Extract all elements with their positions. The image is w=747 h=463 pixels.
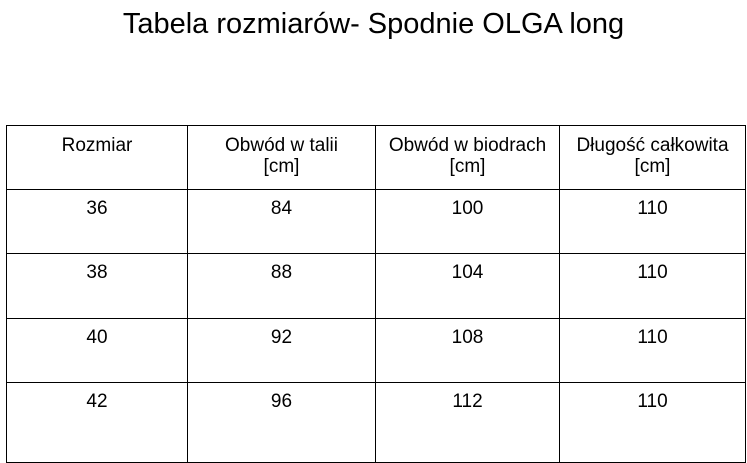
cell-biodra: 104 <box>376 254 560 319</box>
cell-biodra: 108 <box>376 319 560 383</box>
cell-biodra: 100 <box>376 190 560 254</box>
cell-talia: 92 <box>188 319 376 383</box>
cell-rozmiar: 36 <box>7 190 188 254</box>
column-header-talia <box>188 126 376 190</box>
table-row <box>7 319 746 383</box>
column-header-dlugosc <box>560 126 746 190</box>
header-row <box>7 126 746 190</box>
cell-dlugosc: 110 <box>560 254 746 319</box>
column-header-unit: [cm] <box>263 156 300 177</box>
column-header-rozmiar <box>7 126 188 190</box>
table-row <box>7 190 746 254</box>
column-header-label: Długość całkowita <box>576 135 729 156</box>
cell-talia: 88 <box>188 254 376 319</box>
table-row <box>7 383 746 463</box>
cell-biodra: 112 <box>376 383 560 463</box>
cell-talia: 96 <box>188 383 376 463</box>
cell-dlugosc: 110 <box>560 319 746 383</box>
page-title: Tabela rozmiarów- Spodnie OLGA long <box>122 8 625 40</box>
cell-dlugosc: 110 <box>560 190 746 254</box>
size-table-body <box>7 190 746 463</box>
column-header-label: Obwód w talii <box>225 135 338 156</box>
size-table-header <box>7 126 746 190</box>
column-header-biodra <box>376 126 560 190</box>
column-header-label: Rozmiar <box>61 135 133 156</box>
cell-dlugosc: 110 <box>560 383 746 463</box>
cell-rozmiar: 40 <box>7 319 188 383</box>
table-row <box>7 254 746 319</box>
cell-talia: 84 <box>188 190 376 254</box>
cell-rozmiar: 42 <box>7 383 188 463</box>
column-header-unit: [cm] <box>449 156 486 177</box>
column-header-label: Obwód w biodrach <box>388 135 547 156</box>
column-header-unit: [cm] <box>634 156 671 177</box>
size-table <box>6 125 746 463</box>
cell-rozmiar: 38 <box>7 254 188 319</box>
